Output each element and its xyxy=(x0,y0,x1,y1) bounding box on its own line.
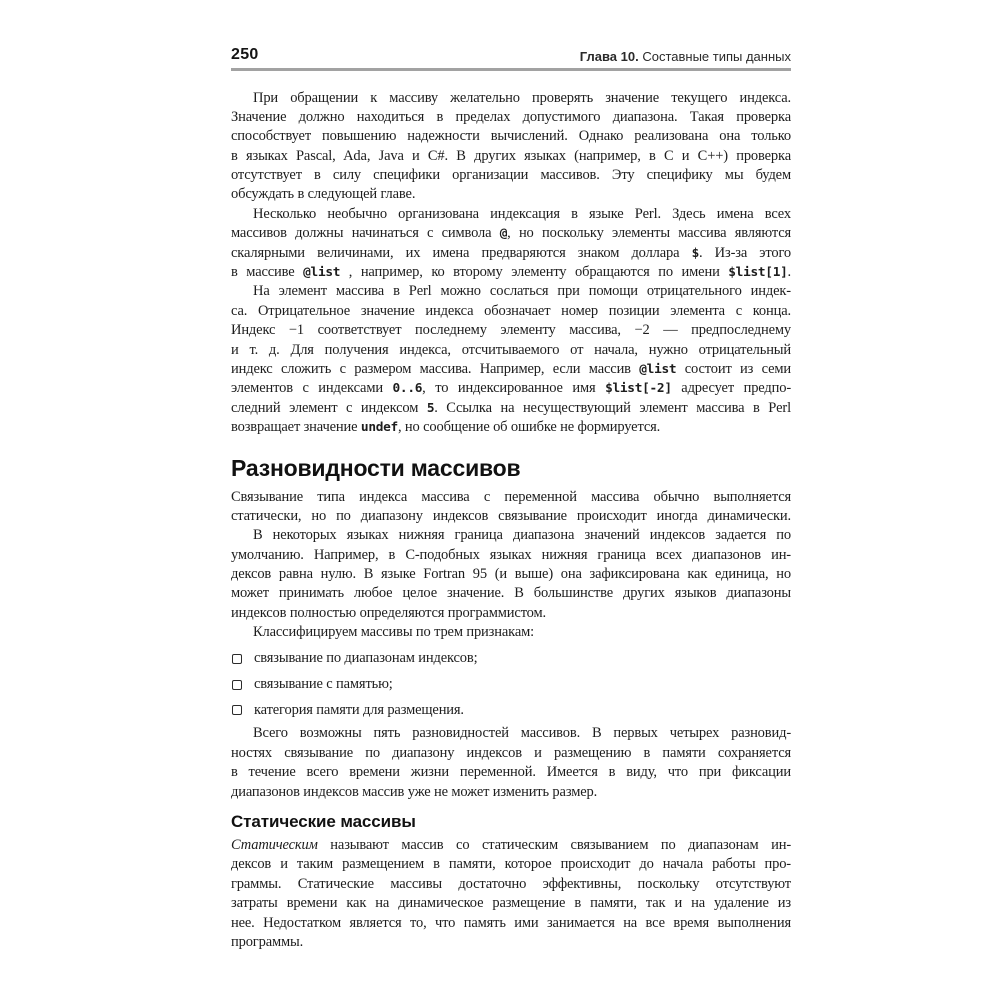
list-item-text: категория памяти для размещения. xyxy=(254,701,464,718)
text-run: Несколько необычно организована индексация в языке Perl. Здесь имена всех xyxy=(253,205,791,222)
inline-code: $list[1] xyxy=(728,265,788,281)
list-item xyxy=(231,701,791,720)
inline-code: 0..6 xyxy=(392,381,423,397)
text-line xyxy=(231,224,791,243)
text-line xyxy=(231,584,791,603)
list-item xyxy=(231,649,791,668)
text-run: обсуждать в следующей главе. xyxy=(231,186,416,203)
text-run: и т. д. Для получения индекса, отсчитываемого от начала, нужно отрицательный xyxy=(231,341,791,358)
text-line xyxy=(231,418,791,437)
text-run: нее. Недостатком является то, что память ими занимается на все время выполнения xyxy=(231,914,791,931)
chapter-label: Глава 10. xyxy=(579,49,639,64)
text-run: . xyxy=(787,264,791,281)
text-run: Значение должно находиться в пределах допустимого диапазона. Такая проверка xyxy=(231,108,791,125)
text-run: При обращении к массиву желательно проверять значение текущего индекса. xyxy=(253,89,791,106)
text-run: затраты времени как на динамическое размещение в памяти, так и на удаление из xyxy=(231,895,791,912)
section-heading-array-varieties: Разновидности массивов xyxy=(231,454,521,481)
text-line xyxy=(231,89,791,108)
text-line xyxy=(231,127,791,146)
text-run: индексов полностью определяются программистом. xyxy=(231,604,547,621)
text-run: массивов должны начинаться с символа xyxy=(231,225,500,242)
text-line xyxy=(231,263,791,282)
subsection-heading-static-arrays: Статические массивы xyxy=(231,811,416,831)
text-line xyxy=(231,546,791,565)
inline-code: @list xyxy=(303,265,341,281)
paragraph-binding xyxy=(231,488,791,527)
text-line xyxy=(231,205,791,224)
checkbox-bullet-icon xyxy=(232,705,242,715)
text-run: , но сообщение об ошибке не формируется. xyxy=(397,419,661,436)
text-line xyxy=(231,894,791,913)
text-run: может принимать любое целое значение. В большинстве других языков диапазоны xyxy=(231,585,791,602)
text-line xyxy=(231,933,791,952)
text-line xyxy=(231,341,791,360)
text-run: Связывание типа индекса массива с переменной массива обычно выполняется xyxy=(231,488,791,505)
text-line xyxy=(231,836,791,855)
text-line xyxy=(231,360,791,379)
list-item-text: связывание с памятью; xyxy=(254,676,393,693)
classification-list xyxy=(231,649,791,720)
inline-code: @list xyxy=(639,361,677,377)
text-run: , но поскольку элементы массива являются xyxy=(507,225,791,242)
text-run: скалярными величинами, их имена предваряются знаком доллара xyxy=(231,244,692,261)
text-run: индекс сложить с размером массива. Например, если массив xyxy=(231,360,640,377)
inline-code: $ xyxy=(691,245,700,261)
text-run: . Из-за этого xyxy=(699,244,791,261)
text-line xyxy=(231,855,791,874)
text-line xyxy=(231,185,791,204)
text-line xyxy=(231,302,791,321)
text-line xyxy=(231,763,791,782)
paragraph-static-arrays xyxy=(231,836,791,952)
chapter-running-title xyxy=(580,49,791,64)
list-item-text: связывание по диапазонам индексов; xyxy=(254,650,478,667)
text-run: адресует предпо- xyxy=(671,380,791,397)
text-line xyxy=(231,724,791,743)
text-run: диапазонов индексов массив уже не может изменить размер. xyxy=(231,783,598,800)
text-run: называют массив со статическим связыванием по диапазонам ин- xyxy=(317,836,791,853)
text-run: . Ссылка на несуществующий элемент массива в Perl xyxy=(434,399,791,416)
text-run: возвращает значение xyxy=(231,419,361,436)
text-line xyxy=(231,875,791,894)
paragraph-five-varieties xyxy=(231,724,791,802)
text-line xyxy=(231,623,791,642)
text-run: Классифицируем массивы по трем признакам: xyxy=(253,624,535,641)
text-line xyxy=(231,282,791,301)
text-run: состоит из семи xyxy=(676,360,791,377)
text-run: Статическим xyxy=(231,836,318,853)
text-run: статически, но по диапазону индексов связывание происходит иногда динамически. xyxy=(231,507,791,524)
text-run: умолчанию. Например, в C-подобных языках нижняя граница всех диапазонов ин- xyxy=(231,546,791,563)
text-run: ностях связывание по диапазону индексов и размещению в памяти сохраняется xyxy=(231,744,791,761)
text-run: в течение всего времени жизни переменной. Имеется в виду, что при фиксации xyxy=(231,764,791,781)
text-run: Индекс −1 соответствует последнему элементу массива, −2 — предпоследнему xyxy=(231,322,791,339)
paragraph-index-check xyxy=(231,89,791,205)
paragraph-lower-bound xyxy=(231,526,791,623)
text-line xyxy=(231,147,791,166)
header-rule xyxy=(231,68,791,71)
text-run: отсутствует в силу специфики организации массивов. Эту специфику мы будем xyxy=(231,167,791,184)
text-run: следний элемент с индексом xyxy=(231,399,427,416)
text-line xyxy=(231,108,791,127)
inline-code: undef xyxy=(360,420,398,436)
text-run: , например, ко второму элементу обращаются по имени xyxy=(340,264,729,281)
inline-code: $list[-2] xyxy=(605,381,672,397)
paragraph-negative-index xyxy=(231,282,791,437)
text-run: программы. xyxy=(231,933,304,950)
text-run: способствует повышению надежности вычислений. Однако реализована она только xyxy=(231,128,791,145)
text-run: Всего возможны пять разновидностей массивов. В первых четырех разновид- xyxy=(253,725,791,742)
list-item xyxy=(231,675,791,694)
paragraph-perl-indexing xyxy=(231,205,791,283)
text-run: В некоторых языках нижняя граница диапазона значений индексов задается по xyxy=(253,527,791,544)
text-line xyxy=(231,783,791,802)
text-line xyxy=(231,507,791,526)
text-run: дексов равна нулю. В языке Fortran 95 (и выше) она зафиксирована как единица, но xyxy=(231,566,791,583)
inline-code: 5 xyxy=(426,400,435,416)
text-run: граммы. Статические массивы достаточно эффективны, поскольку отсутствуют xyxy=(231,875,791,892)
page-header xyxy=(231,46,791,64)
text-line xyxy=(231,399,791,418)
text-run: элементов с индексами xyxy=(231,380,393,397)
text-run: На элемент массива в Perl можно сослаться при помощи отрицательного индек- xyxy=(253,283,791,300)
page-body xyxy=(231,89,791,953)
text-line xyxy=(231,244,791,263)
text-line xyxy=(231,488,791,507)
text-line xyxy=(231,379,791,398)
text-run: дексов и таким размещением в памяти, которое происходит до начала работы про- xyxy=(231,856,791,873)
text-line xyxy=(231,166,791,185)
page-number: 250 xyxy=(231,46,259,63)
text-line xyxy=(231,526,791,545)
paragraph-classification-intro xyxy=(231,623,791,642)
text-run: , то индексированное имя xyxy=(422,380,606,397)
chapter-title: Составные типы данных xyxy=(638,49,791,64)
text-run: са. Отрицательное значение индекса обозначает номер позиции элемента с конца. xyxy=(231,302,791,319)
text-line xyxy=(231,321,791,340)
inline-code: @ xyxy=(499,226,508,242)
checkbox-bullet-icon xyxy=(232,680,242,690)
text-line xyxy=(231,604,791,623)
checkbox-bullet-icon xyxy=(232,654,242,664)
text-line xyxy=(231,744,791,763)
text-line xyxy=(231,914,791,933)
text-run: в языках Pascal, Ada, Java и C#. В других языках (например, в C и C++) проверка xyxy=(231,147,791,164)
text-run: в массиве xyxy=(231,264,304,281)
text-line xyxy=(231,565,791,584)
